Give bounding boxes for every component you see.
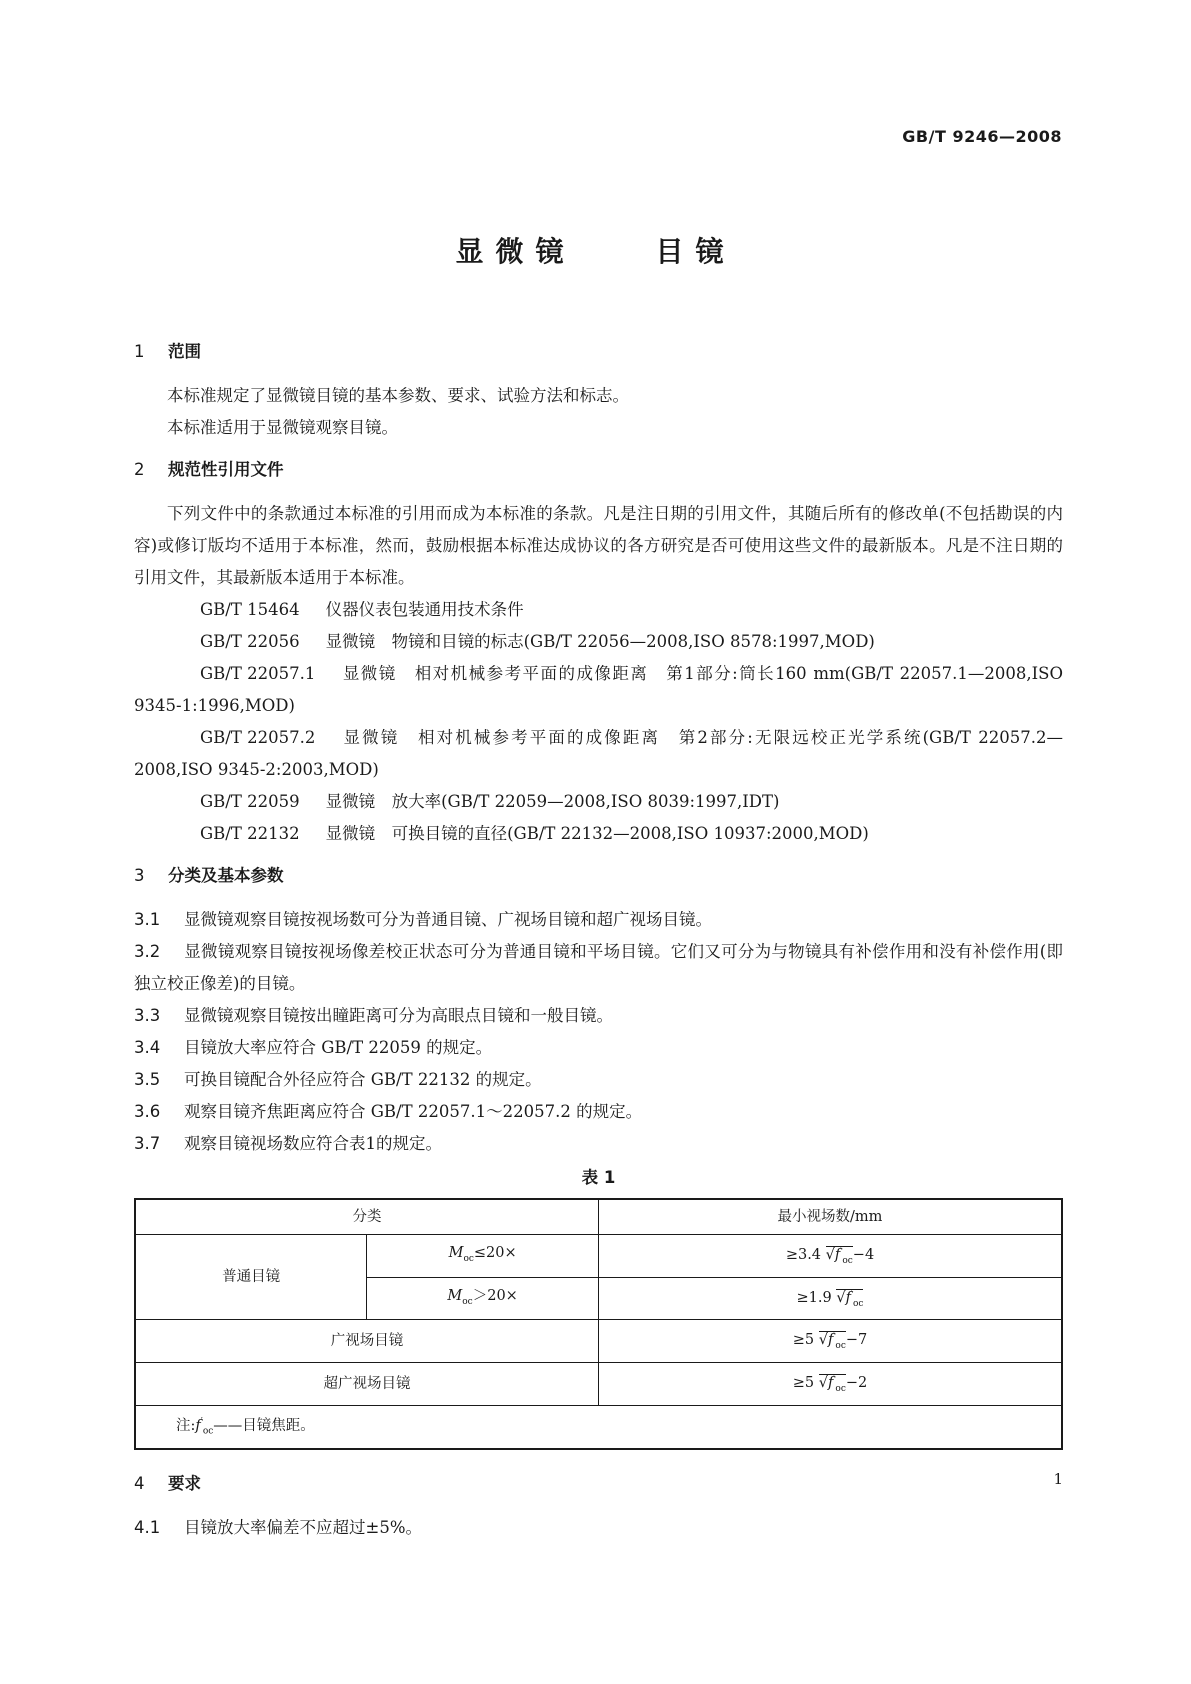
clause [134,1000,1063,1032]
clause-number: 3.5 [134,1070,161,1089]
document-title: 显微镜 目镜 [455,235,736,268]
clause-number: 3.6 [134,1102,161,1121]
reference-code: GB/T 15464 [200,600,300,619]
document-body [134,336,1063,1544]
reference-text: 显微镜 物镜和目镜的标志(GB/T 22056—2008,ISO 8578:1997,MOD) [325,632,875,651]
reference-item [134,658,1063,722]
clause [134,904,1063,936]
clause [134,936,1063,1000]
clause [134,1128,1063,1160]
table-row [135,1235,1062,1278]
clause-text: 可换目镜配合外径应符合 GB/T 22132 的规定。 [184,1070,542,1089]
reference-item [134,818,1063,850]
page-number: 1 [1053,1470,1063,1488]
paragraph: 本标准适用于显微镜观察目镜。 [167,418,398,437]
value-cell: ≥5 $√f'_{oc}-7$ [599,1320,1063,1363]
reference-code: GB/T 22132 [200,824,300,843]
table-note: 注$:f'_{oc}——$目镜焦距。 [135,1405,1062,1448]
reference-code: GB/T 22057.1 [200,664,316,683]
column-header-category: 分类 [135,1199,599,1235]
clause-number: 4.1 [134,1517,161,1537]
clause-text: 显微镜观察目镜按视场数可分为普通目镜、广视场目镜和超广视场目镜。 [184,910,712,929]
value-cell: ≥3.4 $√f'_{oc}-4$ [599,1235,1063,1278]
section-title: 要求 [168,1473,201,1493]
standard-code: GB/T 9246—2008 [902,127,1062,146]
reference-item [134,626,1063,658]
value-cell: ≥1.9 $√f'_{oc}$ [599,1277,1063,1320]
clause-number: 3.2 [134,942,161,961]
clause [134,1064,1063,1096]
table-row [135,1363,1062,1406]
category-cell: 超广视场目镜 [135,1363,599,1406]
condition-cell: $M_{oc}\le 20\times$ [367,1235,599,1278]
reference-code: GB/T 22059 [200,792,300,811]
section-heading-3 [134,860,1063,892]
section-number: 1 [134,342,145,361]
value-cell: ≥5 $√f'_{oc}-2$ [599,1363,1063,1406]
field-of-view-table [134,1198,1063,1450]
reference-code: GB/T 22057.2 [200,728,316,747]
reference-item [134,722,1063,786]
condition-cell: $M_{oc}>20\times$ [367,1277,599,1320]
clause [134,1032,1063,1064]
section-number: 4 [134,1473,145,1493]
table-note-row [135,1405,1062,1448]
reference-item [134,786,1063,818]
section-heading-4 [134,1468,1063,1500]
clause [134,1512,1063,1544]
reference-text: 仪器仪表包装通用技术条件 [325,600,524,619]
column-header-min-field: 最小视场数/mm [599,1199,1063,1235]
table-caption: 表 1 [581,1168,616,1187]
paragraph: 本标准规定了显微镜目镜的基本参数、要求、试验方法和标志。 [167,386,629,405]
clause-text: 观察目镜视场数应符合表1的规定。 [184,1134,442,1153]
table-header-row [135,1199,1062,1235]
reference-item [134,594,1063,626]
section-heading-2 [134,454,1063,486]
clause-text: 显微镜观察目镜按出瞳距离可分为高眼点目镜和一般目镜。 [184,1006,613,1025]
section-title: 范围 [168,342,201,361]
reference-text: 显微镜 放大率(GB/T 22059—2008,ISO 8039:1997,IDT) [325,792,780,811]
reference-text: 显微镜 相对机械参考平面的成像距离 第1部分:筒长160 mm(GB/T 22057.1—2008,ISO 9345-1:1996,MOD) [134,664,1063,715]
paragraph: 下列文件中的条款通过本标准的引用而成为本标准的条款。凡是注日期的引用文件，其随后所有的修改单(不包括勘误的内容)或修订版均不适用于本标准，然而，鼓励根据本标准达成协议的各方研究是否可使用这些文件的最新版本。凡是不注日期的引用文件，其最新版本适用于本标准。 [134,504,1063,587]
table-row [135,1320,1062,1363]
clause-number: 3.7 [134,1134,161,1153]
reference-code: GB/T 22056 [200,632,300,651]
clause-number: 3.1 [134,910,161,929]
reference-text: 显微镜 可换目镜的直径(GB/T 22132—2008,ISO 10937:2000,MOD) [325,824,869,843]
section-heading-1 [134,336,1063,368]
clause-text: 目镜放大率偏差不应超过±5%。 [184,1517,423,1537]
clause-number: 3.3 [134,1006,161,1025]
clause [134,1096,1063,1128]
reference-text: 显微镜 相对机械参考平面的成像距离 第2部分:无限远校正光学系统(GB/T 22057.2—2008,ISO 9345-2:2003,MOD) [134,728,1063,779]
clause-number: 3.4 [134,1038,161,1057]
section-title: 规范性引用文件 [168,460,284,479]
clause-text: 目镜放大率应符合 GB/T 22059 的规定。 [184,1038,493,1057]
section-title: 分类及基本参数 [168,866,284,885]
category-cell: 普通目镜 [135,1235,367,1320]
clause-text: 显微镜观察目镜按视场像差校正状态可分为普通目镜和平场目镜。它们又可分为与物镜具有补偿作用和没有补偿作用(即独立校正像差)的目镜。 [134,942,1063,993]
clause-text: 观察目镜齐焦距离应符合 GB/T 22057.1～22057.2 的规定。 [184,1102,643,1121]
category-cell: 广视场目镜 [135,1320,599,1363]
section-number: 2 [134,460,145,479]
section-number: 3 [134,866,145,885]
